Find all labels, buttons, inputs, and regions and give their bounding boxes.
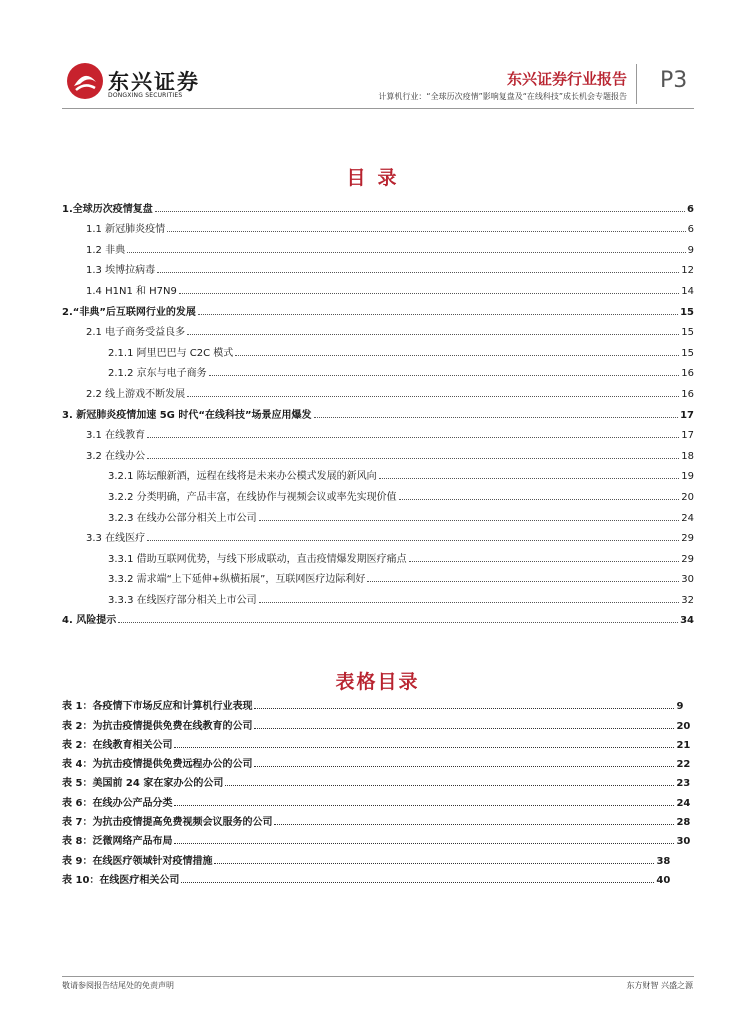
page-header xyxy=(0,0,755,110)
toc-entry-label: 2.“非典”后互联网行业的发展 xyxy=(62,303,198,318)
toc-entry-label: 3.3.3 在线医疗部分相关上市公司 xyxy=(108,591,259,606)
logo-chinese-name: 东兴证券 xyxy=(108,70,200,94)
toc-entry-page: 19 xyxy=(681,471,694,483)
table-toc-entry[interactable] xyxy=(62,867,694,886)
toc-entry-label: 2.1.2 京东与电子商务 xyxy=(108,364,209,379)
toc-entry[interactable] xyxy=(62,400,694,421)
toc-entry[interactable] xyxy=(62,585,694,606)
toc-leader-dots xyxy=(157,271,679,273)
toc-leader-dots xyxy=(179,292,679,294)
toc-leader-dots xyxy=(187,333,679,335)
toc-entry-page: 14 xyxy=(681,285,694,297)
table-toc-entry-label: 表 4：为抗击疫情提供免费远程办公的公司 xyxy=(62,759,253,771)
toc-leader-dots xyxy=(167,230,686,232)
toc-entry-page: 6 xyxy=(687,203,694,215)
toc-leader-dots xyxy=(147,457,679,459)
table-toc-entry-label: 表 10：在线医疗相关公司 xyxy=(62,874,180,886)
toc-leader-dots xyxy=(118,621,678,623)
report-brand-title: 东兴证券行业报告 xyxy=(506,70,627,88)
toc-leader-dots xyxy=(367,580,679,582)
toc-entry[interactable] xyxy=(62,276,694,297)
toc-leader-dots xyxy=(127,251,686,253)
toc-leader-dots xyxy=(379,477,680,479)
toc-entry[interactable] xyxy=(62,606,694,627)
table-toc-entry-label: 表 9：在线医疗领域针对疫情措施 xyxy=(62,855,213,867)
toc-entry-page: 16 xyxy=(681,368,694,380)
table-toc-leader-dots xyxy=(214,863,654,864)
table-toc-entry[interactable] xyxy=(62,712,694,731)
toc-entry-page: 12 xyxy=(681,265,694,277)
toc-entry-label: 3.3.2 需求端“上下延伸+纵横拓展”，互联网医疗边际利好 xyxy=(108,570,367,585)
table-toc-entry[interactable] xyxy=(62,751,694,770)
table-toc-leader-dots xyxy=(274,824,674,825)
table-toc-entry-label: 表 2：在线教育相关公司 xyxy=(62,739,173,751)
table-toc-leader-dots xyxy=(254,728,674,729)
toc-entry-label: 4. 风险提示 xyxy=(62,611,118,626)
toc-entry-label: 3.2.2 分类明确，产品丰富，在线协作与视频会议或率先实现价值 xyxy=(108,488,399,503)
header-rule xyxy=(62,108,694,109)
toc-entry-label: 2.1 电子商务受益良多 xyxy=(86,323,187,338)
table-toc-entry[interactable] xyxy=(62,789,694,808)
table-toc-entry[interactable] xyxy=(62,770,694,789)
table-toc-entry-label: 表 5：美国前 24 家在家办公的公司 xyxy=(62,778,224,790)
toc-entry[interactable] xyxy=(62,359,694,380)
toc-leader-dots xyxy=(147,436,679,438)
toc-entry[interactable] xyxy=(62,194,694,215)
toc-entry[interactable] xyxy=(62,565,694,586)
toc-entry[interactable] xyxy=(62,524,694,545)
toc-entry-page: 29 xyxy=(681,533,694,545)
toc-entry-page: 20 xyxy=(681,491,694,503)
toc-entry-label: 3. 新冠肺炎疫情加速 5G 时代“在线科技”场景应用爆发 xyxy=(62,406,314,421)
toc-entry-page: 18 xyxy=(681,450,694,462)
toc-title: 目录 xyxy=(346,167,409,189)
dongxing-logo-icon xyxy=(66,62,104,100)
toc-entry[interactable] xyxy=(62,318,694,339)
table-toc-entry[interactable] xyxy=(62,693,694,712)
table-toc-entry-page: 23 xyxy=(676,778,691,790)
toc-leader-dots xyxy=(187,395,679,397)
toc-leader-dots xyxy=(259,601,680,603)
table-toc-entry[interactable] xyxy=(62,732,694,751)
table-toc-entry-page: 22 xyxy=(676,759,691,771)
table-toc-entry-label: 表 7：为抗击疫情提高免费视频会议服务的公司 xyxy=(62,817,273,829)
toc-leader-dots xyxy=(209,374,680,376)
table-toc-entry-page: 28 xyxy=(676,817,691,829)
toc-entry[interactable] xyxy=(62,256,694,277)
toc-entry-page: 17 xyxy=(681,430,694,442)
table-toc-entry-page: 9 xyxy=(676,701,684,713)
toc-leader-dots xyxy=(409,560,680,562)
toc-entry-page: 15 xyxy=(681,347,694,359)
toc-entry-label: 1.全球历次疫情复盘 xyxy=(62,200,155,215)
table-toc-list xyxy=(62,693,694,886)
toc-entry-label: 1.3 埃博拉病毒 xyxy=(86,261,157,276)
table-toc-title: 表格目录 xyxy=(335,671,420,693)
toc-entry-page: 6 xyxy=(687,224,694,236)
table-toc-entry-page: 30 xyxy=(676,836,691,848)
table-toc-leader-dots xyxy=(181,882,654,883)
table-toc-entry-page: 38 xyxy=(656,855,671,867)
toc-entry[interactable] xyxy=(62,297,694,318)
table-toc-entry-label: 表 1：各疫情下市场反应和计算机行业表现 xyxy=(62,701,253,713)
toc-entry[interactable] xyxy=(62,441,694,462)
toc-entry-label: 3.3.1 借助互联网优势，与线下形成联动，直击疫情爆发期医疗痛点 xyxy=(108,550,409,565)
toc-entry[interactable] xyxy=(62,421,694,442)
table-toc-entry-page: 24 xyxy=(676,797,691,809)
table-toc-entry-label: 表 8：泛微网络产品布局 xyxy=(62,836,173,848)
footer-disclaimer: 敬请参阅报告结尾处的免责声明 xyxy=(62,981,174,990)
toc-entry[interactable] xyxy=(62,544,694,565)
toc-entry-label: 3.1 在线教育 xyxy=(86,426,147,441)
toc-entry-label: 3.3 在线医疗 xyxy=(86,529,147,544)
toc-leader-dots xyxy=(235,354,679,356)
toc-entry[interactable] xyxy=(62,215,694,236)
toc-leader-dots xyxy=(155,210,685,212)
table-toc-entry-page: 20 xyxy=(676,720,691,732)
toc-entry[interactable] xyxy=(62,338,694,359)
toc-leader-dots xyxy=(147,539,679,541)
table-toc-entry[interactable] xyxy=(62,828,694,847)
toc-entry[interactable] xyxy=(62,503,694,524)
toc-entry-page: 9 xyxy=(687,244,694,256)
report-subtitle: 计算机行业：“全球历次疫情”影响复盘及“在线科技”成长机会专题报告 xyxy=(378,92,627,101)
toc-entry-label: 2.1.1 阿里巴巴与 C2C 模式 xyxy=(108,344,235,359)
footer-rule xyxy=(62,976,694,977)
toc-entry-page: 15 xyxy=(680,306,694,318)
toc-entry[interactable] xyxy=(62,482,694,503)
table-toc-entry-label: 表 2：为抗击疫情提供免费在线教育的公司 xyxy=(62,720,253,732)
toc-entry-label: 2.2 线上游戏不断发展 xyxy=(86,385,187,400)
table-toc-leader-dots xyxy=(174,747,674,748)
toc-entry-page: 29 xyxy=(681,553,694,565)
toc-entry[interactable] xyxy=(62,462,694,483)
footer-slogan: 东方财智 兴盛之源 xyxy=(626,981,693,990)
page-number: P3 xyxy=(660,68,688,93)
table-toc-entry-label: 表 6：在线办公产品分类 xyxy=(62,797,173,809)
toc-entry-label: 1.4 H1N1 和 H7N9 xyxy=(86,282,179,297)
toc-leader-dots xyxy=(259,519,680,521)
table-toc-entry[interactable] xyxy=(62,809,694,828)
table-toc-leader-dots xyxy=(254,766,674,767)
toc-entry-page: 16 xyxy=(681,388,694,400)
table-toc-entry-page: 40 xyxy=(656,874,671,886)
toc-entry[interactable] xyxy=(62,379,694,400)
toc-entry-label: 3.2.3 在线办公部分相关上市公司 xyxy=(108,509,259,524)
toc-leader-dots xyxy=(314,416,679,418)
header-divider xyxy=(636,64,637,104)
toc-entry-page: 34 xyxy=(680,615,694,627)
toc-entry[interactable] xyxy=(62,235,694,256)
toc-entry-page: 32 xyxy=(681,594,694,606)
toc-entry-page: 24 xyxy=(681,512,694,524)
toc-entry-page: 15 xyxy=(681,327,694,339)
toc-entry-label: 3.2 在线办公 xyxy=(86,447,147,462)
toc-entry-label: 1.2 非典 xyxy=(86,241,127,256)
table-toc-leader-dots xyxy=(174,805,674,806)
toc-list xyxy=(62,194,694,626)
toc-leader-dots xyxy=(198,313,678,315)
toc-entry-label: 3.2.1 陈坛酿新酒，远程在线将是未来办公模式发展的新风向 xyxy=(108,467,379,482)
table-toc-entry[interactable] xyxy=(62,847,694,866)
toc-entry-page: 30 xyxy=(681,574,694,586)
toc-entry-page: 17 xyxy=(680,409,694,421)
table-toc-leader-dots xyxy=(174,843,674,844)
logo-english-name: DONGXING SECURITIES xyxy=(108,92,183,99)
table-toc-entry-page: 21 xyxy=(676,739,691,751)
table-toc-leader-dots xyxy=(225,785,674,786)
table-toc-leader-dots xyxy=(254,708,674,709)
toc-entry-label: 1.1 新冠肺炎疫情 xyxy=(86,220,167,235)
toc-leader-dots xyxy=(399,498,680,500)
